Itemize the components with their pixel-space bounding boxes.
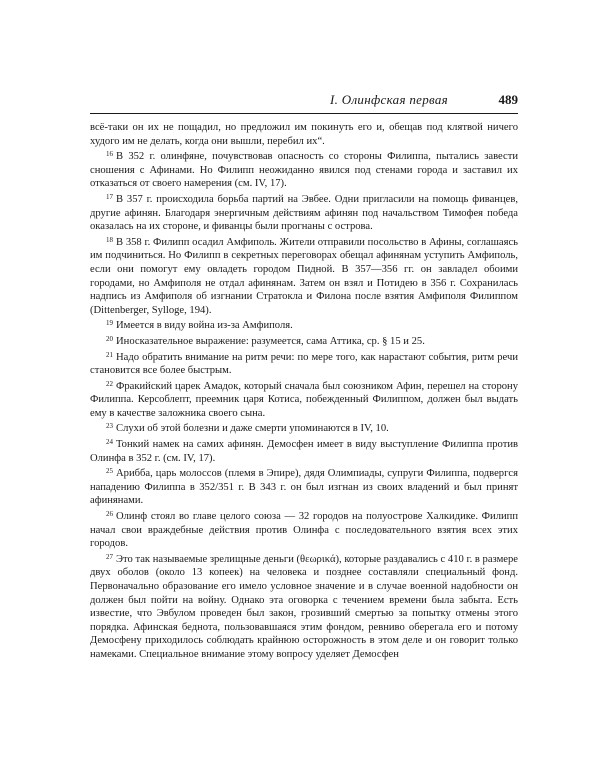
footnote-number: 21 (106, 350, 113, 359)
footnote-27 (90, 553, 518, 662)
footnote-20 (90, 335, 518, 349)
footnote-text: Фракийский царек Амадок, который сначала был союзником Афин, перешел на сторону Филиппа. Керсоблепт, преемник царя Котиса, побежденный Филиппом, должен был выдать ему в качестве заложника своего сына. (90, 380, 518, 419)
footnote-text: Тонкий намек на самих афинян. Демосфен имеет в виду выступление Филиппа против Олинфа в 352 г. (см. IV, 17). (90, 439, 518, 464)
page-number: 489 (498, 92, 518, 107)
footnote-number: 16 (106, 150, 113, 159)
page-header (90, 92, 518, 112)
footnote-text: В 352 г. олинфяне, почувствовав опасность со стороны Филиппа, пытались завести сношения с Афинами. Но Филипп неожиданно явился под стенами города и заставил их отказаться от своего намерения (см. IV, 17). (90, 151, 518, 190)
footnote-number: 20 (106, 334, 113, 343)
footnote-number: 22 (106, 379, 113, 388)
footnote-23 (90, 422, 518, 436)
footnote-text: всё-таки он их не пощадил, но предложил им покинуть его и, обещав под клятвой ничего худого им не делать, когда они вышли, перебил их“. (90, 122, 518, 147)
footnote-17 (90, 193, 518, 234)
footnote-25 (90, 467, 518, 508)
footnote-text: Иносказательное выражение: разумеется, сама Аттика, ср. § 15 и 25. (116, 335, 425, 347)
footnote-26 (90, 510, 518, 551)
footnote-number: 24 (106, 438, 113, 447)
header-rule (90, 113, 518, 114)
footnote-text: В 357 г. происходила борьба партий на Эвбее. Одни пригласили на помощь фиванцев, другие афинян. Благодаря энергичным действиям афинян под начальством Тимофея победа оказалась на их стороне, и фиванцы были прогнаны с острова. (90, 193, 518, 233)
footnote-number: 17 (106, 192, 113, 201)
footnote-text: В 358 г. Филипп осадил Амфиполь. Жители отправили посольство в Афины, соглашаясь им подчиниться. Но Филипп в секретных переговорах обещал афинянам уступить Амфиполь, если они помогут ему овладеть городом Пидной. В 357—356 гг. он завладел обоими городами, но Амфиполя не отдал афинянам. Затем он взял и Потидею в 356 г. Сохранилась надпись из Амфиполя об изгнании Стратокла и Филона после взятия Амфиполя Филиппом (Dittenberger, Sylloge, 194). (90, 236, 518, 316)
footnote-text: Слухи об этой болезни и даже смерти упоминаются в IV, 10. (116, 423, 389, 435)
footnote-text: Олинф стоял во главе целого союза — 32 городов на полуострове Халкидике. Филипп начал свои враждебные действия против Олинфа с последовательного взятия всех этих городов. (90, 511, 518, 550)
footnote-number: 25 (106, 467, 113, 476)
footnote-number: 18 (106, 235, 113, 244)
footnote-text: Ариббa, царь молоссов (племя в Эпире), дядя Олимпиады, супруги Филиппа, подвергся нападению Филиппа в 352/351 г. В 343 г. он был изгнан из своих владений и был принят афинянами. (90, 468, 518, 507)
footnote-21 (90, 351, 518, 378)
footnote-number: 27 (106, 552, 113, 561)
footnote-19 (90, 319, 518, 333)
footnote-16 (90, 150, 518, 191)
footnote-number: 23 (106, 422, 113, 431)
footnote-text: Это так называемые зрелищные деньги (θεωρικά), которые раздавались с 410 г. в размере двух оболов (около 13 копеек) на человека и позднее составляли специальный фонд. Первоначально образование его имело условное значение и в случае военной надобности он должен был пойти на войну. Однако эта оговорка с течением времени была забыта. Есть известие, что Эвбулом проведен был закон, грозивший смертью за попытку отмены этого порядка. Афинская беднота, пользовавшаяся этим фондом, ревниво оберегала его и потому Демосфену приходилось соблюдать крайнюю осторожность в этом деле и он говорит только намеками. Специальное внимание этому вопросу уделяет Демосфен (90, 553, 518, 660)
footnotes-body (90, 121, 518, 664)
footnote-number: 26 (106, 510, 113, 519)
running-title: I. Олинфская первая (330, 92, 448, 107)
footnote-24 (90, 438, 518, 465)
footnote-22 (90, 380, 518, 421)
footnote-18 (90, 236, 518, 318)
footnote-text: Надо обратить внимание на ритм речи: по мере того, как нарастают события, ритм речи становится все более быстрым. (90, 351, 518, 377)
footnote-number: 19 (106, 319, 113, 328)
footnote-text: Имеется в виду война из-за Амфиполя. (116, 320, 293, 332)
footnote-continuation (90, 121, 518, 148)
